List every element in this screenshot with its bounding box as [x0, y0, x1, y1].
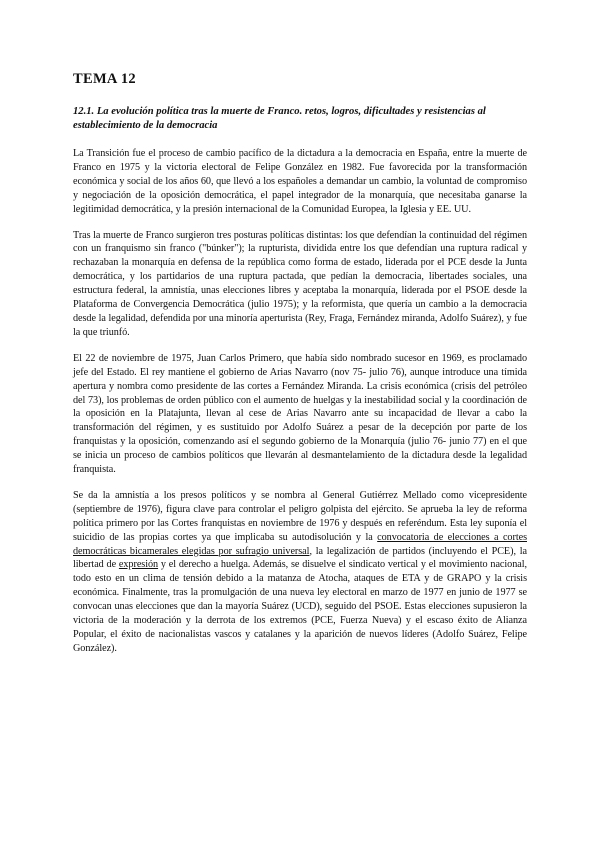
paragraph-1: La Transición fue el proceso de cambio pacífico de la dictadura a la democracia en España, entre la muerte de Franco en 1975 y la victoria electoral de Felipe González en 1982. Fue favorecida por la transformación económica y social de los años 60, que llevó a los españoles a demandar un cambio, la voluntad de compromiso y negociación de la oposición democrática, el papel integrador de la monarquía, que necesitaba ganarse la legitimidad democrática, y la presión internacional de la Comunidad Europea, la Iglesia y EE. UU.: [73, 148, 527, 215]
underlined-text-elections: convocatoria de elecciones a cortes democráticas bicamerales elegidas por sufragio universal: [73, 531, 527, 557]
paragraph-4: [73, 489, 527, 656]
paragraph-4-text-c: y el derecho a huelga. Además, se disuelve el sindicato vertical y el movimiento nacional, todo esto en un clima de tensión debido a la matanza de Atocha, ataques de ETA y de GRAPO y la crisis económica. Finalmente, tras la promulgación de una nueva ley electoral en marzo de 1977 en junio de 1977 se convocan unas elecciones que dan la mayoría Suárez (UCD), seguido del PSOE. Estas elecciones supusieron la victoria de la moderación y la derrota de los extremos (PCE, Fuerza Nueva) y el escaso éxito de Alianza Popular, el éxito de nacionalistas vascos y catalanes y la aparición de nuevos líderes (Adolfo Suárez, Felipe González).: [73, 559, 527, 654]
paragraph-4-text-a: Se da la amnistía a los presos políticos y se nombra al General Gutiérrez Mellado como vicepresidente (septiembre de 1976), figura clave para controlar el peligro golpista del ejército. Se aprueba la ley de reforma política primero por las Cortes franquistas en noviembre de 1976 y después en referéndum. Esta ley suponía el suicidio de las propias cortes ya que implicaba su autodisolución y la: [73, 489, 527, 543]
paragraph-2: Tras la muerte de Franco surgieron tres posturas políticas distintas: los que defendían la continuidad del régimen con un franquismo sin franco ("búnker"); la rupturista, dividida entre los que defendían una ruptura radical y rechazaban la monarquía en defensa de la república como forma de estado, liderada por el PCE desde la Junta democrática, y los partidarios de una ruptura pactada, que pedían la democracia, libertades sociales, una estructura federal, la amnistía, unas elecciones libres y aceptaba la monarquía, liderada por el PSOE desde la Plataforma de Convergencia Democrática (julio 1975); y la reformista, que quería un cambio a la democracia desde la legalidad, defendida por una minoría aperturista (Rey, Fraga, Fernández miranda, Adolfo Suárez), y fue la que triunfó.: [73, 229, 527, 338]
section-heading: 12.1. La evolución política tras la muerte de Franco. retos, logros, dificultades y resistencias al establecimiento de la democracia: [73, 106, 486, 131]
page-title: TEMA 12: [73, 71, 136, 87]
paragraph-3: El 22 de noviembre de 1975, Juan Carlos Primero, que había sido nombrado sucesor en 1969, es proclamado jefe del Estado. El rey mantiene el gobierno de Arias Navarro (nov 75- julio 76), aunque introduce una tímida apertura y nombra como presidente de las cortes a Fernández Miranda. La crisis económica (crisis del petróleo del 73), los problemas de orden público con el aumento de huelgas y la inestabilidad social y la coordinación de la oposición en la Platajunta, llevan al cese de Arias Navarro ante su incapacidad de llevar a cabo la transformación del régimen, y es sustituido por Adolfo Suárez a pesar de la decepción por parte de los franquistas y la oposición, comenzando así el segundo gobierno de la Monarquía (julio 76- junio 77) en el que se inicia un proceso de cambios políticos que llevarán al desmantelamiento de la dictadura desde la legalidad franquista.: [73, 352, 527, 476]
document-content: [73, 71, 527, 656]
paragraph-4-text-b: , la legalización de partidos (incluyendo el PCE), la libertad de: [73, 545, 527, 571]
underlined-text-expression: expresión: [118, 559, 159, 571]
